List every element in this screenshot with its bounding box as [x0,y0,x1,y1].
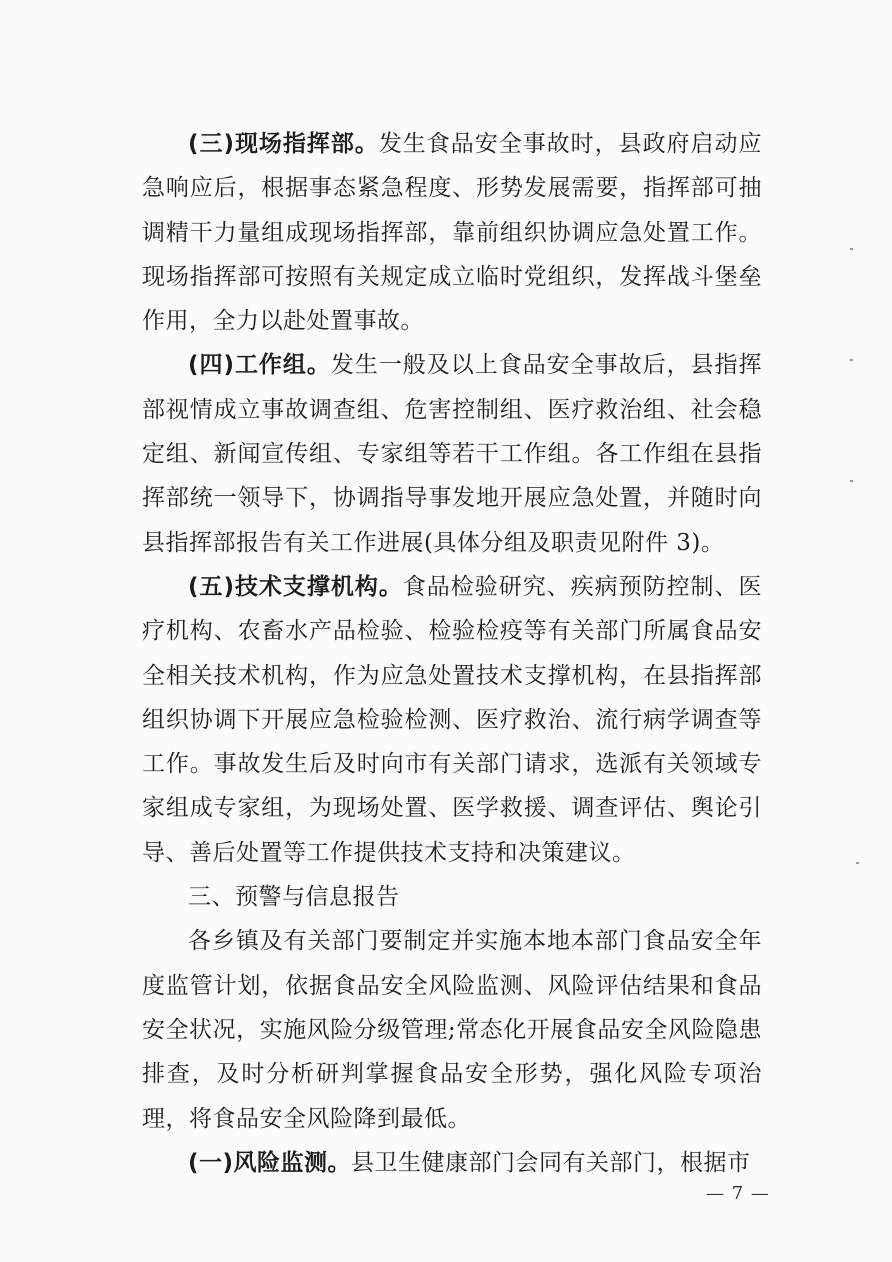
paragraph-heading: (一)风险监测。 [188,1149,352,1176]
paragraph-technical-support [142,565,762,875]
paragraph-working-groups [142,343,762,564]
paragraph-heading: (四)工作组。 [188,352,331,379]
scan-mark [850,248,853,250]
paragraph-text: 发生一般及以上食品安全事故后，县指挥部视情成立事故调查组、危害控制组、医疗救治组、社会稳定组、新闻宣传组、专家组等若干工作组。各工作组在县指挥部统一领导下，协调指导事发地开展应急处置，并随时向县指挥部报告有关工作进展(具体分组及职责见附件 3)。 [142,352,762,556]
section-intro-paragraph: 各乡镇及有关部门要制定并实施本地本部门食品安全年度监管计划，依据食品安全风险监测、风险评估结果和食品安全状况，实施风险分级管理;常态化开展食品安全风险隐患排查，及时分析研判掌握食品安全形势，强化风险专项治理，将食品安全风险降到最低。 [142,928,762,1132]
paragraph-heading: (三)现场指挥部。 [188,131,379,157]
paragraph-text: 食品检验研究、疾病预防控制、医疗机构、农畜水产品检验、检验检疫等有关部门所属食品安全相关技术机构，作为应急处置技术支撑机构，在县指挥部组织协调下开展应急检验检测、医疗救治、流行病学调查等工作。事故发生后及时向市有关部门请求，选派有关领域专家组成专家组，为现场处置、医学救援、调查评估、舆论引导、善后处置等工作提供技术支持和决策建议。 [142,573,763,866]
paragraph-text: 发生食品安全事故时，县政府启动应急响应后，根据事态紧急程度、形势发展需要，指挥部可抽调精干力量组成现场指挥部，靠前组织协调应急处置工作。现场指挥部可按照有关规定成立临时党组织，发挥战斗堡垒作用，全力以赴处置事故。 [142,131,762,335]
paragraph-heading: (五)技术支撑机构。 [188,573,403,600]
document-body [142,122,762,1185]
scan-mark [850,480,853,482]
scan-mark [856,862,859,864]
section-title: 三、预警与信息报告 [188,884,400,911]
paragraph-risk-monitoring [142,1141,762,1185]
scan-mark [850,359,853,361]
paragraph-text: 县卫生健康部门会同有关部门，根据市 [351,1149,751,1176]
paragraph-onsite-command [142,122,762,343]
page-number: — 7 — [706,1183,770,1204]
